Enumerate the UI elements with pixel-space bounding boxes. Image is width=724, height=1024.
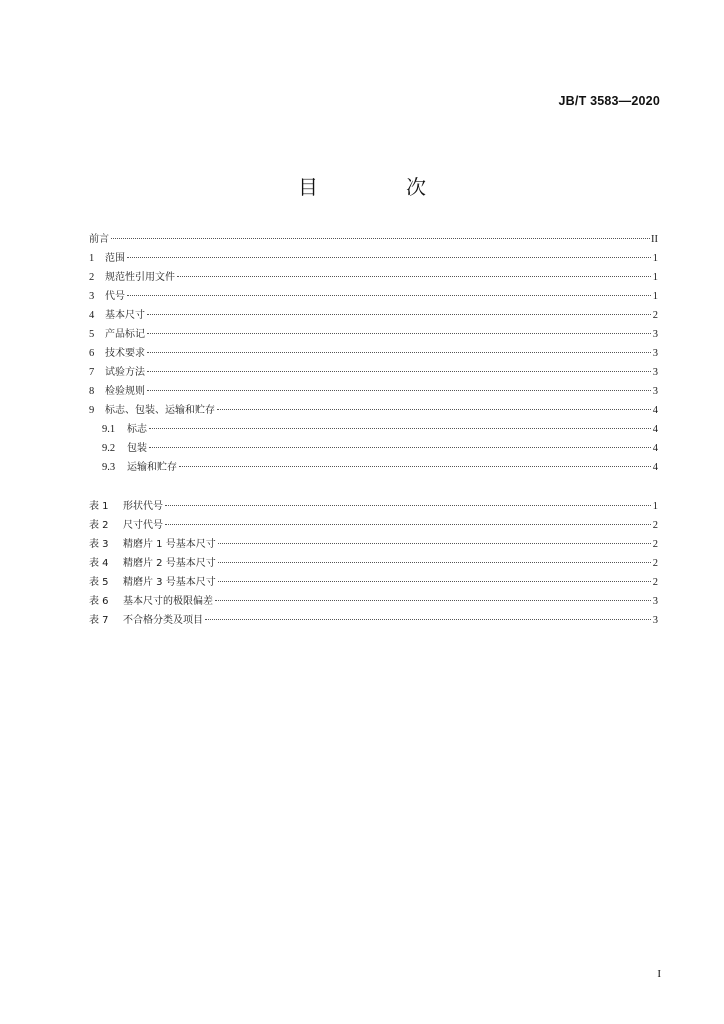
toc-table-label: 精磨片 3 号基本尺寸 <box>123 577 216 588</box>
toc-entry-label: 技术要求 <box>105 348 145 359</box>
toc-entry-number: 8 <box>89 386 95 397</box>
dot-leader <box>179 466 651 467</box>
toc-entry-label: 包装 <box>127 443 147 454</box>
dot-leader <box>147 352 651 353</box>
toc-table-page: 3 <box>652 596 658 607</box>
toc-entry-label: 试验方法 <box>105 367 145 378</box>
toc-entry-number: 7 <box>89 367 95 378</box>
dot-leader <box>147 371 651 372</box>
dot-leader <box>147 390 651 391</box>
toc-table-number: 表 3 <box>89 539 109 550</box>
toc-entry-marking-packaging-transport-storage[interactable] <box>89 401 658 420</box>
toc-table-page: 1 <box>652 501 658 512</box>
toc-entry-page: 1 <box>652 272 658 283</box>
dot-leader <box>149 428 651 429</box>
toc-entry-page: II <box>651 234 658 245</box>
toc-entry-scope[interactable] <box>89 249 658 268</box>
toc-entry-test-methods[interactable] <box>89 363 658 382</box>
toc-entry-number: 9.2 <box>102 443 116 454</box>
dot-leader <box>205 619 651 620</box>
toc-table-label: 形状代号 <box>123 501 163 512</box>
toc-entry-number: 6 <box>89 348 95 359</box>
toc-table-number: 表 7 <box>89 615 109 626</box>
toc-table-number: 表 4 <box>89 558 109 569</box>
standard-code: JB/T 3583—2020 <box>558 94 660 108</box>
toc-entry-label: 标志 <box>127 424 147 435</box>
toc-entry-label: 前言 <box>89 234 109 245</box>
dot-leader <box>149 447 651 448</box>
dot-leader <box>127 295 651 296</box>
toc-entry-number: 1 <box>89 253 95 264</box>
toc-entry-label: 检验规则 <box>105 386 145 397</box>
toc-table-3[interactable] <box>89 535 658 554</box>
toc-entry-transport-storage[interactable] <box>89 458 658 477</box>
toc-entry-marking[interactable] <box>89 420 658 439</box>
toc-entry-page: 4 <box>652 443 658 454</box>
toc-table-page: 3 <box>652 615 658 626</box>
toc-table-label: 基本尺寸的极限偏差 <box>123 596 213 607</box>
dot-leader <box>127 257 651 258</box>
toc-entry-label: 代号 <box>105 291 125 302</box>
toc-entry-page: 3 <box>652 386 658 397</box>
dot-leader <box>177 276 651 277</box>
toc-entry-number: 9.1 <box>102 424 116 435</box>
toc-table-label: 不合格分类及项目 <box>123 615 203 626</box>
toc-entry-inspection-rules[interactable] <box>89 382 658 401</box>
toc-entry-number: 5 <box>89 329 95 340</box>
toc-table-page: 2 <box>652 577 658 588</box>
toc-table-label: 精磨片 2 号基本尺寸 <box>123 558 216 569</box>
toc-table-2[interactable] <box>89 516 658 535</box>
toc-entry-number: 3 <box>89 291 95 302</box>
toc-table-page: 2 <box>652 539 658 550</box>
toc-entry-codes[interactable] <box>89 287 658 306</box>
toc-entry-page: 2 <box>652 310 658 321</box>
toc-table-5[interactable] <box>89 573 658 592</box>
toc-entry-page: 4 <box>652 424 658 435</box>
toc-entry-page: 3 <box>652 329 658 340</box>
toc-table-number: 表 2 <box>89 520 109 531</box>
toc-entry-page: 3 <box>652 367 658 378</box>
dot-leader <box>147 314 651 315</box>
toc-entry-page: 3 <box>652 348 658 359</box>
toc-table-7[interactable] <box>89 611 658 630</box>
toc-entry-foreword[interactable] <box>89 230 658 249</box>
toc-entry-page: 4 <box>652 462 658 473</box>
toc-entry-label: 标志、包装、运输和贮存 <box>105 405 215 416</box>
dot-leader <box>218 562 651 563</box>
toc-table-6[interactable] <box>89 592 658 611</box>
toc-entry-number: 2 <box>89 272 95 283</box>
toc-entry-basic-dimensions[interactable] <box>89 306 658 325</box>
dot-leader <box>147 333 651 334</box>
toc-table-4[interactable] <box>89 554 658 573</box>
toc-table-label: 尺寸代号 <box>123 520 163 531</box>
page-title: 目 次 <box>298 175 460 199</box>
toc-sections <box>89 230 658 477</box>
toc-entry-page: 1 <box>652 291 658 302</box>
toc-entry-label: 范围 <box>105 253 125 264</box>
toc-entry-label: 运输和贮存 <box>127 462 177 473</box>
toc-entry-normative-references[interactable] <box>89 268 658 287</box>
toc-table-page: 2 <box>652 558 658 569</box>
toc-entry-label: 规范性引用文件 <box>105 272 175 283</box>
toc-entry-number: 4 <box>89 310 95 321</box>
dot-leader <box>165 505 651 506</box>
page-number: I <box>657 968 661 980</box>
toc-entry-technical-requirements[interactable] <box>89 344 658 363</box>
toc-tables <box>89 497 658 630</box>
toc-table-page: 2 <box>652 520 658 531</box>
toc-entry-page: 1 <box>652 253 658 264</box>
toc-table-1[interactable] <box>89 497 658 516</box>
toc-table-number: 表 5 <box>89 577 109 588</box>
toc-entry-label: 基本尺寸 <box>105 310 145 321</box>
toc-table-number: 表 1 <box>89 501 109 512</box>
dot-leader <box>218 543 651 544</box>
toc-entry-page: 4 <box>652 405 658 416</box>
toc-entry-number: 9 <box>89 405 95 416</box>
toc-entry-packaging[interactable] <box>89 439 658 458</box>
toc-entry-product-marking[interactable] <box>89 325 658 344</box>
toc-table-number: 表 6 <box>89 596 109 607</box>
toc-table-label: 精磨片 1 号基本尺寸 <box>123 539 216 550</box>
dot-leader <box>217 409 651 410</box>
toc-entry-number: 9.3 <box>102 462 116 473</box>
dot-leader <box>111 238 650 239</box>
dot-leader <box>165 524 651 525</box>
dot-leader <box>218 581 651 582</box>
dot-leader <box>215 600 651 601</box>
toc-entry-label: 产品标记 <box>105 329 145 340</box>
